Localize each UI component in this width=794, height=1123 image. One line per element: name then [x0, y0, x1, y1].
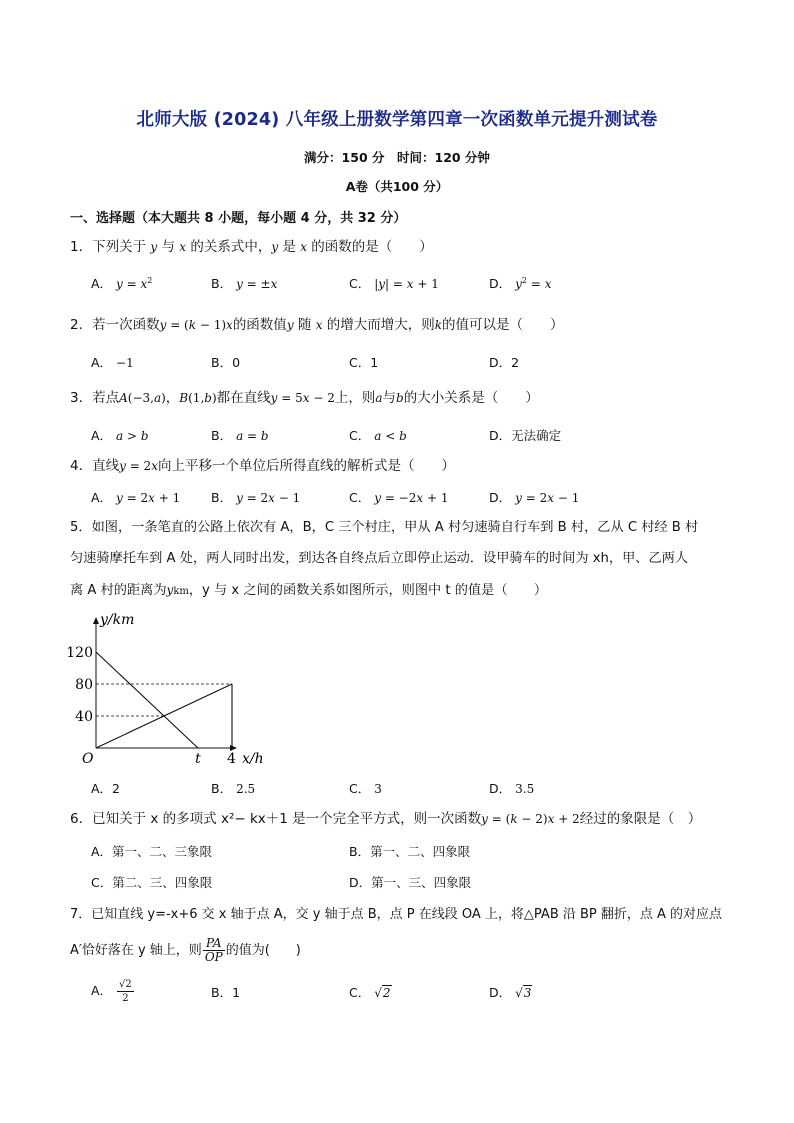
exam-meta: 满分：150 分 时间：120 分钟 — [304, 150, 490, 165]
q2-option-c[interactable]: C．1 — [349, 355, 379, 370]
q5-option-a[interactable]: A．2 — [91, 781, 121, 796]
q7-option-d[interactable]: D． √3 — [489, 985, 532, 1000]
q2-option-d[interactable]: D．2 — [489, 355, 520, 370]
origin-label: O — [82, 751, 94, 767]
series-line-2 — [96, 652, 198, 748]
x-tick-label-4: 4 — [227, 751, 236, 767]
question-5-line-2: 匀速骑摩托车到 A 处，两人同时出发，到达各自终点后立即停止运动．设甲骑车的时间为 xh，甲、乙两人 — [70, 551, 689, 566]
question-1: 1．下列关于 y 与 x 的关系式中，y 是 x 的函数的是（ ） — [70, 239, 433, 255]
q4-option-c[interactable]: C． y = −2x + 1 — [349, 490, 449, 505]
q3-option-c[interactable]: C． a < b — [349, 428, 407, 443]
q7-option-b[interactable]: B．1 — [211, 985, 241, 1000]
question-7-line-2: A′恰好落在 y 轴上，则 $\frac{PA}{OP}$ 的值为( ) — [70, 936, 301, 964]
document-title: 北师大版 (2024) 八年级上册数学第四章一次函数单元提升测试卷 — [136, 110, 658, 130]
question-7-line-1: 7．已知直线 y=-x+6 交 x 轴于点 A，交 y 轴于点 B，点 P 在线段 OA 上，将△PAB 沿 BP 翻折，点 A 的对应点 — [70, 907, 723, 922]
q1-option-b[interactable]: B． y = ±x — [211, 276, 278, 291]
question-5-line-1: 5．如图，一条笔直的公路上依次有 A，B，C 三个村庄，甲从 A 村匀速骑自行车到 B 村，乙从 C 村经 B 村 — [70, 520, 699, 535]
q6-option-a[interactable]: A．第一、二、三象限 — [91, 844, 213, 859]
question-6: 6．已知关于 x 的多项式 x²− kx＋1 是一个完全平方式，则一次函数y = (k − 2)x + 2经过的象限是（ ） — [70, 811, 702, 827]
y-axis-arrow — [93, 617, 99, 624]
q7-option-c[interactable]: C． √2 — [349, 985, 391, 1000]
q1-option-a[interactable]: A． $y = x^2$ — [91, 275, 153, 291]
question-4: 4．直线y = 2x向上平移一个单位后所得直线的解析式是（ ） — [70, 458, 455, 474]
q5-option-b[interactable]: B． 2.5 — [211, 781, 256, 796]
q7-option-a[interactable]: A． $\frac{√2}{2}$ — [91, 979, 132, 1004]
x-axis-label: x/h — [242, 751, 264, 767]
q5-option-d[interactable]: D． 3.5 — [489, 781, 535, 796]
y-tick-label-80: 80 — [75, 677, 93, 693]
volume-heading: A卷（共100 分） — [345, 179, 449, 194]
q4-option-b[interactable]: B． y = 2x − 1 — [211, 490, 301, 505]
q4-option-d[interactable]: D． y = 2x − 1 — [489, 490, 580, 505]
pa-over-op-fraction: $\frac{PA}{OP}$ — [204, 936, 223, 964]
q6-option-b[interactable]: B．第一、二、四象限 — [349, 844, 471, 859]
q1-option-c[interactable]: C． |y| = x + 1 — [349, 276, 439, 291]
q3-option-b[interactable]: B． a = b — [211, 428, 269, 443]
x-tick-label-t: t — [195, 751, 201, 767]
y-tick-label-120: 120 — [66, 645, 93, 661]
question-2: 2．若一次函数y = (k − 1)x的函数值y 随 x 的增大而增大，则k的值可以是（ ） — [70, 317, 564, 333]
graph-axes — [93, 617, 237, 751]
q1-option-d[interactable]: D． $y^2 = x$ — [489, 275, 552, 291]
q6-option-c[interactable]: C．第二、三、四象限 — [91, 875, 213, 890]
q3-option-a[interactable]: A． a > b — [91, 428, 149, 443]
section-heading: 一、选择题（本大题共 8 小题，每小题 4 分，共 32 分） — [70, 211, 407, 226]
question-5-line-3: 离 A 村的距离为ykm，y 与 x 之间的函数关系如图所示，则图中 t 的值是（ ） — [70, 583, 548, 598]
y-tick-label-40: 40 — [75, 709, 93, 725]
q4-option-a[interactable]: A． y = 2x + 1 — [91, 490, 181, 505]
q2-option-b[interactable]: B．0 — [211, 355, 241, 370]
y-axis-label: y/km — [100, 612, 135, 628]
q6-option-d[interactable]: D．第一、三、四象限 — [349, 875, 472, 890]
q3-option-d[interactable]: D．无法确定 — [489, 428, 562, 443]
distance-time-graph — [64, 608, 264, 770]
question-3: 3．若点A(−3,a)，B(1,b)都在直线y = 5x − 2上，则a与b的大小关系是（ ） — [70, 390, 539, 406]
q2-option-a[interactable]: A． −1 — [91, 355, 134, 370]
q5-option-c[interactable]: C． 3 — [349, 781, 382, 796]
